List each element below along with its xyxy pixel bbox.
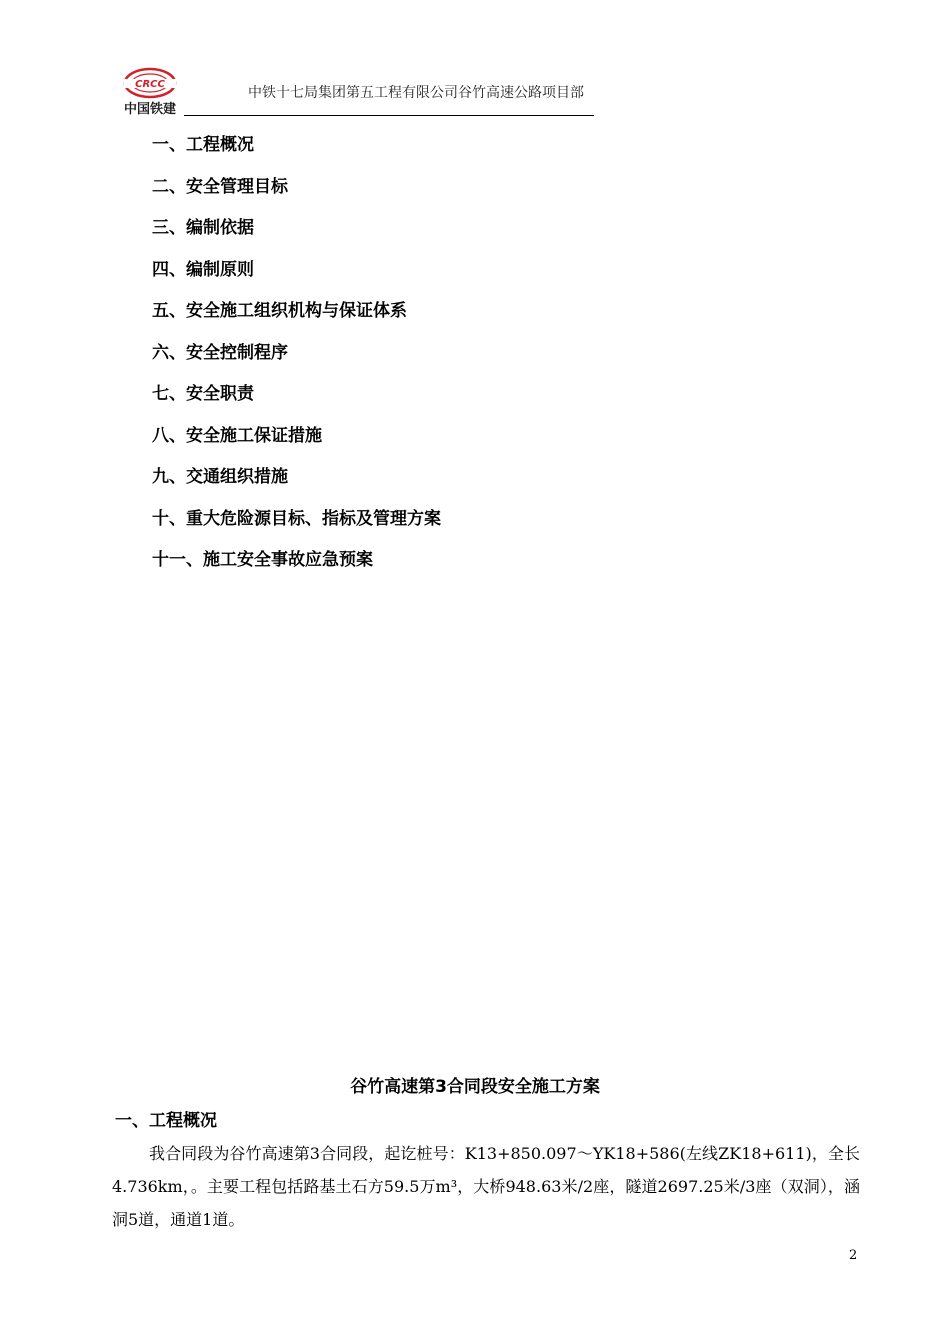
logo-text: 中国铁建 — [123, 102, 176, 117]
toc-item: 四、编制原则 — [152, 259, 254, 280]
toc-item: 八、安全施工保证措施 — [152, 425, 322, 446]
page-number: 2 — [849, 1248, 858, 1263]
toc-item: 九、交通组织措施 — [152, 467, 288, 487]
toc-item: 五、安全施工组织机构与保证体系 — [152, 301, 407, 321]
toc-item: 七、安全职责 — [152, 384, 254, 404]
header-divider — [184, 115, 594, 116]
toc-item: 一、工程概况 — [152, 135, 254, 155]
crcc-emblem-icon — [122, 66, 178, 100]
toc-item: 三、编制依据 — [152, 218, 254, 238]
document-title: 谷竹高速第3合同段安全施工方案 — [350, 1077, 600, 1097]
toc-item: 六、安全控制程序 — [152, 342, 288, 363]
toc-item: 十一、施工安全事故应急预案 — [152, 550, 373, 570]
company-logo — [116, 66, 184, 116]
table-of-contents — [152, 133, 441, 590]
overview-paragraph: 我合同段为谷竹高速第3合同段，起讫桩号：K13+850.097～YK18+586(左线ZK18+611)，全长4.736km，。主要工程包括路基土石方59.5万m³，大桥948.63米/2座，隧道2697.25米/3座（双洞），涵洞5道，通道1道。 — [112, 1144, 860, 1229]
header-company-line: 中铁十七局集团第五工程有限公司谷竹高速公路项目部 — [248, 85, 584, 101]
section-heading: 一、工程概况 — [115, 1111, 217, 1131]
toc-item: 二、安全管理目标 — [152, 176, 288, 197]
toc-item: 十、重大危险源目标、指标及管理方案 — [152, 508, 441, 529]
logo-emblem-text: CRCC — [135, 79, 165, 90]
